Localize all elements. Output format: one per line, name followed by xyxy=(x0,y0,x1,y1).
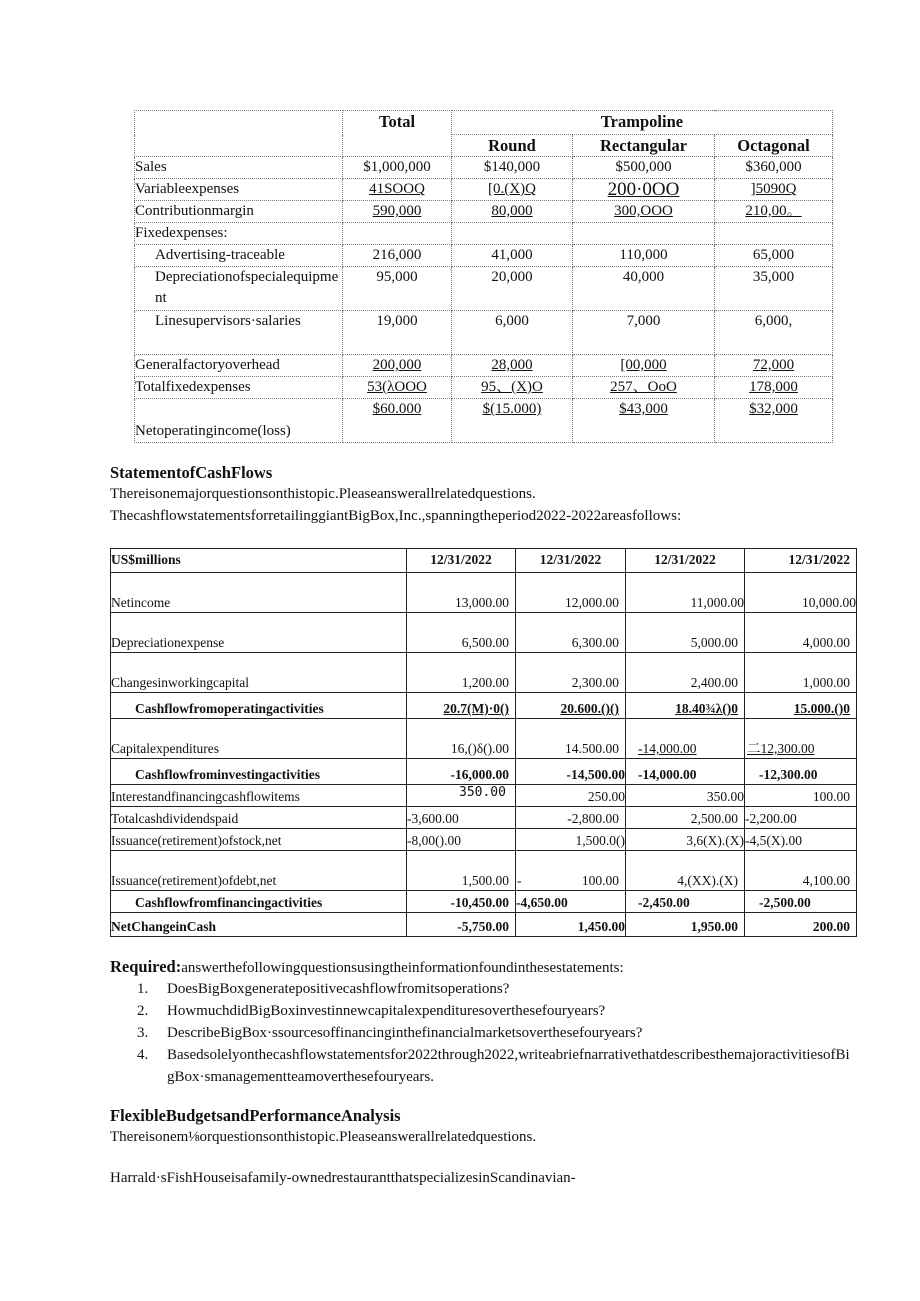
cell-year-2 xyxy=(516,851,626,891)
cell-total: 41SOOQ xyxy=(343,179,452,201)
question-text: DoesBigBoxgeneratepositivecashflowfromitsoperations? xyxy=(167,981,510,997)
cell-year-2: 2,300.00 xyxy=(516,653,626,693)
table-row xyxy=(111,693,857,719)
required-text: answerthefollowingquestionsusingtheinformationfoundinthesestatements: xyxy=(181,960,624,976)
cell-year-3: 1,950.00 xyxy=(626,913,745,937)
cell-rectangular: 40,000 xyxy=(573,267,715,311)
cell-year-1: -5,750.00 xyxy=(407,913,516,937)
row-label: Contributionmargin xyxy=(135,201,343,223)
table-row xyxy=(135,179,833,201)
flexible-intro: Thereisonem⅛orquestionsonthistopic.Pleaseanswerallrelatedquestions. xyxy=(110,1129,537,1145)
cell-year-4: -12,300.00 xyxy=(745,759,857,785)
cell-year-3: 5,000.00 xyxy=(626,613,745,653)
table-row xyxy=(135,223,833,245)
header-blank-cell xyxy=(135,111,343,157)
question-number: 2. xyxy=(137,1003,149,1019)
cashflow-intro-2: ThecashflowstatementsforretailinggiantBigBox,Inc.,spanningtheperiod2022-2022areasfollows: xyxy=(110,508,682,524)
cell-total: 200,000 xyxy=(343,355,452,377)
required-line xyxy=(110,957,624,979)
cashflow-intro-1: Thereisonemajorquestionsonthistopic.Pleaseanswerallrelatedquestions. xyxy=(110,486,536,502)
cell-octagonal: $32,000 xyxy=(715,399,833,443)
row-label: Totalfixedexpenses xyxy=(135,377,343,399)
cell-total: $60.000 xyxy=(343,399,452,443)
empty-cell xyxy=(343,223,452,245)
table-row xyxy=(111,829,857,851)
cell-year-3: -14,000.00 xyxy=(626,719,745,759)
cell-year-4: 4,000.00 xyxy=(745,613,857,653)
question-text: Basedsolelyonthecashflowstatementsfor2022through2022,writeabriefnarrativethatdescribesthemajoractivitiesofBigBox·smanagementteamoverthesefouryears. xyxy=(167,1047,850,1085)
cell-round: 28,000 xyxy=(452,355,573,377)
row-label: Capitalexpenditures xyxy=(111,719,407,759)
row-label: Cashflowfromoperatingactivities xyxy=(111,693,407,719)
cell-rectangular: 300,OOO xyxy=(573,201,715,223)
table-row xyxy=(111,573,857,613)
table-row xyxy=(135,377,833,399)
cell-year-2: -2,800.00 xyxy=(516,807,626,829)
cell-year-1: -3,600.00 xyxy=(407,807,516,829)
table-row xyxy=(135,245,833,267)
cell-year-2: 20.600.()() xyxy=(516,693,626,719)
row-label: Totalcashdividendspaid xyxy=(111,807,407,829)
cell-year-4: 二12,300.00 xyxy=(745,719,857,759)
question-number: 1. xyxy=(137,981,149,997)
cell-year-1: 6,500.00 xyxy=(407,613,516,653)
cell-octagonal: 178,000 xyxy=(715,377,833,399)
cell-total: $1,000,000 xyxy=(343,157,452,179)
cell-year-4: -2,500.00 xyxy=(745,891,857,913)
list-item xyxy=(137,1022,857,1044)
question-number: 3. xyxy=(137,1025,149,1041)
cell-total: 216,000 xyxy=(343,245,452,267)
row-label: Fixedexpenses: xyxy=(135,223,343,245)
question-text: HowmuchdidBigBoxinvestinnewcapitalexpendituresoverthesefouryears? xyxy=(167,1003,606,1019)
cell-round: 41,000 xyxy=(452,245,573,267)
header-octagonal: Octagonal xyxy=(715,135,833,157)
cell-round: $(15.000) xyxy=(452,399,573,443)
column-header-year-2: 12/31/2022 xyxy=(516,549,626,573)
cashflow-table xyxy=(110,548,857,937)
cell-rectangular: [00,000 xyxy=(573,355,715,377)
required-label: Required: xyxy=(110,957,182,976)
cell-year-4: 10,000.00 xyxy=(745,573,857,613)
cell-rectangular: 110,000 xyxy=(573,245,715,267)
question-list xyxy=(137,978,857,1088)
cell-round: 20,000 xyxy=(452,267,573,311)
cell-year-4: 4,100.00 xyxy=(745,851,857,891)
table-row xyxy=(111,785,857,807)
table-row xyxy=(135,311,833,355)
cell-year-2-value: 100.00 xyxy=(581,873,619,888)
row-label: Cashflowfromfinancingactivities xyxy=(111,891,407,913)
row-label: Cashflowfrominvestingactivities xyxy=(111,759,407,785)
flexible-paragraph: Harrald·sFishHouseisafamily-ownedrestaurantthatspecializesinScandinavian- xyxy=(110,1170,576,1186)
cashflow-heading: StatementofCashFlows xyxy=(110,463,273,482)
row-label: Issuance(retirement)ofdebt,net xyxy=(111,851,407,891)
table-row xyxy=(111,807,857,829)
cell-year-2: -14,500.00 xyxy=(516,759,626,785)
cell-rectangular: 257、OoO xyxy=(573,377,715,399)
cell-total: 95,000 xyxy=(343,267,452,311)
table-row xyxy=(135,267,833,311)
column-header-year-4: 12/31/2022 xyxy=(745,549,857,573)
cell-year-3: -14,000.00 xyxy=(626,759,745,785)
table-row xyxy=(111,891,857,913)
cell-round: 6,000 xyxy=(452,311,573,355)
table-row xyxy=(111,851,857,891)
table-row xyxy=(111,913,857,937)
cell-octagonal: 6,000, xyxy=(715,311,833,355)
list-item xyxy=(137,1000,857,1022)
cell-year-4: 1,000.00 xyxy=(745,653,857,693)
cell-rectangular: $500,000 xyxy=(573,157,715,179)
row-label: Netoperatingincome(loss) xyxy=(135,399,343,443)
row-label: Depreciationexpense xyxy=(111,613,407,653)
cell-rectangular: $43,000 xyxy=(573,399,715,443)
row-label: NetChangeinCash xyxy=(111,913,407,937)
table-row xyxy=(135,355,833,377)
header-rectangular: Rectangular xyxy=(573,135,715,157)
row-label: Variableexpenses xyxy=(135,179,343,201)
row-label: Linesupervisors·salaries xyxy=(135,311,343,355)
cell-year-2: 12,000.00 xyxy=(516,573,626,613)
cell-year-1: 20.7(M)·0() xyxy=(407,693,516,719)
cell-year-3: 11,000.00 xyxy=(626,573,745,613)
cell-year-4: 100.00 xyxy=(745,785,857,807)
row-label: Issuance(retirement)ofstock,net xyxy=(111,829,407,851)
cell-year-4: -4,5(X).00 xyxy=(745,829,857,851)
cell-octagonal: 35,000 xyxy=(715,267,833,311)
cell-year-3: 3,6(X).(X) xyxy=(626,829,745,851)
row-label: Netincome xyxy=(111,573,407,613)
cell-year-1: 350.00 xyxy=(407,785,516,807)
row-label: Changesinworkingcapital xyxy=(111,653,407,693)
header-total: Total xyxy=(343,111,452,157)
empty-cell xyxy=(715,223,833,245)
cell-year-3: 350.00 xyxy=(626,785,745,807)
question-text: DescribeBigBox·ssourcesoffinancinginthefinancialmarketsoverthesefouryears? xyxy=(167,1025,643,1041)
cell-year-2: 14.500.00 xyxy=(516,719,626,759)
row-label: Generalfactoryoverhead xyxy=(135,355,343,377)
cell-total: 53(λOOO xyxy=(343,377,452,399)
table-row xyxy=(135,157,833,179)
flexible-heading: FlexibleBudgetsandPerformanceAnalysis xyxy=(110,1106,401,1125)
row-label: Interestandfinancingcashflowitems xyxy=(111,785,407,807)
cell-round: $140,000 xyxy=(452,157,573,179)
cell-year-2: -4,650.00 xyxy=(516,891,626,913)
column-header-year-3: 12/31/2022 xyxy=(626,549,745,573)
row-label: Depreciationofspecialequipment xyxy=(135,267,343,311)
cell-year-3: 2,500.00 xyxy=(626,807,745,829)
cell-year-1: -10,450.00 xyxy=(407,891,516,913)
cell-year-3: 18.40¾λ()0 xyxy=(626,693,745,719)
cell-rectangular: 200·0OO xyxy=(573,179,715,201)
cell-year-2: 250.00 xyxy=(516,785,626,807)
table-row xyxy=(135,399,833,443)
cell-year-4: -2,200.00 xyxy=(745,807,857,829)
cell-year-4: 200.00 xyxy=(745,913,857,937)
cell-year-2: 6,300.00 xyxy=(516,613,626,653)
empty-cell xyxy=(573,223,715,245)
row-label: Sales xyxy=(135,157,343,179)
cell-octagonal: 210,00。 xyxy=(715,201,833,223)
cell-total: 590,000 xyxy=(343,201,452,223)
cell-year-2: 1,500.0() xyxy=(516,829,626,851)
cell-total: 19,000 xyxy=(343,311,452,355)
cell-year-1: -8,00().00 xyxy=(407,829,516,851)
cell-round: 80,000 xyxy=(452,201,573,223)
cell-year-1: 16,()δ().00 xyxy=(407,719,516,759)
table-row xyxy=(111,653,857,693)
contribution-margin-table xyxy=(134,110,833,443)
table-row xyxy=(111,759,857,785)
cell-round: 95、(X)O xyxy=(452,377,573,399)
cell-round: [0.(X)Q xyxy=(452,179,573,201)
cell-year-2: 1,450.00 xyxy=(516,913,626,937)
cell-rectangular: 7,000 xyxy=(573,311,715,355)
question-number: 4. xyxy=(137,1047,149,1063)
cell-year-3: -2,450.00 xyxy=(626,891,745,913)
cell-year-4: 15.000.()0 xyxy=(745,693,857,719)
table-row xyxy=(135,201,833,223)
cell-year-1: 1,500.00 xyxy=(407,851,516,891)
column-header-year-1: 12/31/2022 xyxy=(407,549,516,573)
cell-octagonal: 72,000 xyxy=(715,355,833,377)
cell-year-1: 13,000.00 xyxy=(407,573,516,613)
empty-cell xyxy=(452,223,573,245)
row-label: Advertising-traceable xyxy=(135,245,343,267)
table-row xyxy=(111,613,857,653)
column-header-units: US$millions xyxy=(111,549,407,573)
header-round: Round xyxy=(452,135,573,157)
cell-octagonal: $360,000 xyxy=(715,157,833,179)
dash-mark: - xyxy=(517,873,522,888)
cell-octagonal: ]5090Q xyxy=(715,179,833,201)
list-item xyxy=(137,978,857,1000)
table-row xyxy=(111,719,857,759)
cell-year-1: 1,200.00 xyxy=(407,653,516,693)
cell-year-3: 4,(XX).(X) xyxy=(626,851,745,891)
cell-octagonal: 65,000 xyxy=(715,245,833,267)
cell-year-1: -16,000.00 xyxy=(407,759,516,785)
header-trampoline: Trampoline xyxy=(452,111,833,135)
list-item xyxy=(137,1044,857,1088)
cell-year-3: 2,400.00 xyxy=(626,653,745,693)
